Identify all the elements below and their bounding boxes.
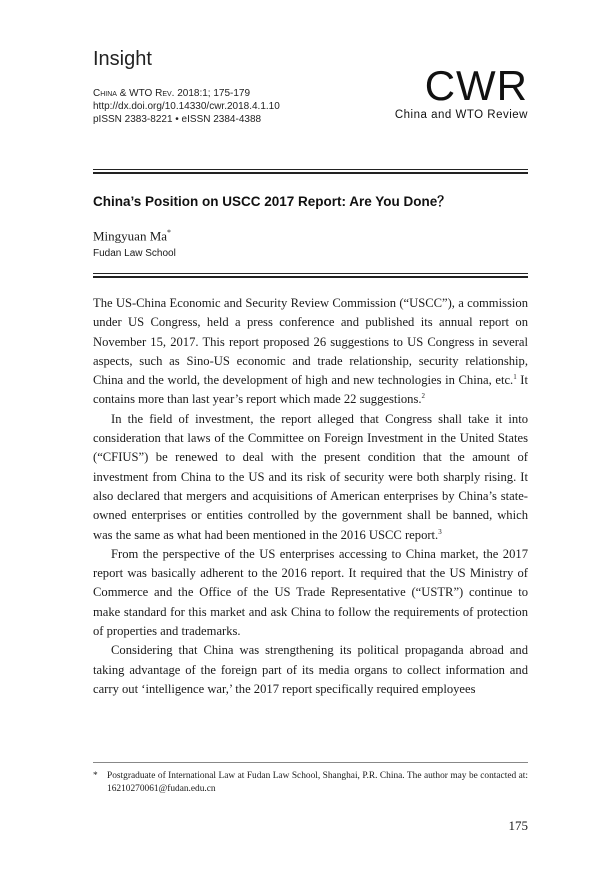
footnote-ref-3[interactable]: 3 [438, 527, 442, 536]
logo-subtitle: China and WTO Review [394, 109, 528, 121]
footnote-text: Postgraduate of International Law at Fudan Law School, Shanghai, P.R. China. The author may be contacted at: 16210270061@fudan.edu.cn [107, 771, 528, 794]
logo-mark: CWR [424, 62, 528, 109]
author-footnote-mark[interactable]: * [167, 228, 172, 237]
journal-abbrev: China & WTO Rev. [93, 88, 175, 99]
section-label: Insight [93, 48, 152, 70]
author-affiliation: Fudan Law School [93, 248, 176, 259]
paragraph-4: Considering that China was strengthening its political propaganda abroad and taking advantage of the foreign part of its media organs to collect information and carry out ‘intelligence war,’ the 2017 report specifically required employees [93, 643, 528, 696]
article-body [93, 294, 528, 699]
footnote-ref-1[interactable]: 1 [513, 373, 517, 382]
header-rule-thick [93, 172, 528, 174]
paragraph-1-text-b: It contains more than last year’s report which made 22 suggestions. [93, 373, 528, 407]
footnote-rule [93, 762, 528, 763]
title-rule-thick [93, 276, 528, 278]
issn-line: pISSN 2383-8221 • eISSN 2384-4388 [93, 114, 262, 125]
footnote-ref-2[interactable]: 2 [421, 392, 426, 401]
citation-block [93, 87, 280, 126]
author-name [93, 228, 171, 244]
author-name-text: Mingyuan Ma [93, 228, 168, 244]
paragraph-3: From the perspective of the US enterprises accessing to China market, the 2017 report was basically adherent to the 2016 report. It required that the US Ministry of Commerce and the Office of the US Trade Representative (“USTR”) continue to make standard for this market and ask China to follow the requirements of protection of properties and trademarks. [93, 546, 528, 639]
header-rule-thin [93, 169, 528, 170]
footnote-mark: * [93, 771, 98, 781]
paragraph-2 [93, 410, 528, 545]
doi-link[interactable]: http://dx.doi.org/10.14330/cwr.2018.4.1.10 [93, 101, 280, 112]
footnote [93, 770, 528, 796]
title-rule-thin [93, 273, 528, 274]
article-title: China’s Position on USCC 2017 Report: Are You Done？ [93, 194, 451, 209]
paragraph-2-text: In the field of investment, the report alleged that Congress shall take it into consideration that laws of the Committee on Foreign Investment in the United States (“CFIUS”) be renewed to deal with the present condition that the amount of investment from China to the US and its risk of security were both sharply rising. It also declared that mergers and acquisitions of American enterprises by China’s state-owned enterprises or entities controlled by the government shall be banned, which was the same as what had been mentioned in the 2016 USCC report. [93, 411, 528, 542]
page-number: 175 [508, 818, 528, 833]
journal-citation [93, 87, 280, 100]
paragraph-1-text: The US-China Economic and Security Review Commission (“USCC”), a commission under US Congress, held a press conference and published its annual report on November 15, 2017. This report proposed 26 suggestions to US Congress in several aspects, such as Sino-US economic and trade relationship, security relationship, China and the world, the development of high and new technologies in China, etc. [93, 296, 528, 388]
journal-issue: 2018:1; 175-179 [174, 88, 251, 99]
journal-logo [394, 62, 528, 121]
paragraph-1 [93, 294, 528, 410]
